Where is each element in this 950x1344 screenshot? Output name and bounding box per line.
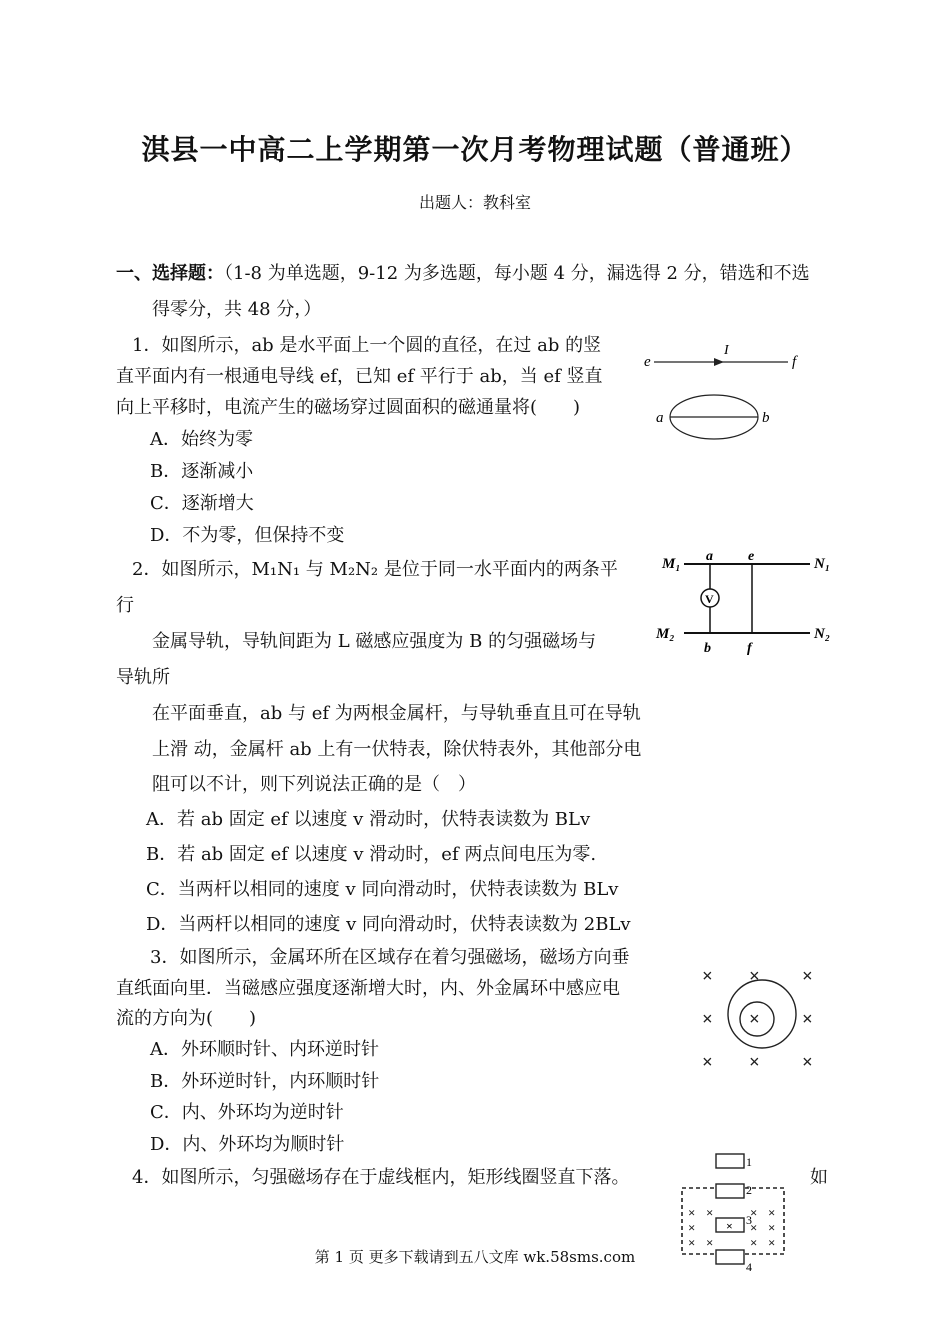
section-note-2: 得零分，共 48 分，） (152, 299, 322, 320)
fig2-voltmeter-label: V (705, 592, 714, 606)
fig4-label-1: 1 (746, 1155, 752, 1169)
q2-stem-line-2: 行 (116, 595, 134, 616)
q2-stem-line-3: 金属导轨，导轨间距为 L 磁感应强度为 B 的匀强磁场与 (152, 631, 597, 652)
q4-trailing-text: 如 (810, 1167, 828, 1188)
fig4-cross: × (726, 1219, 733, 1233)
fig4-cross: × (706, 1235, 714, 1250)
q2-stem-line-1: 2．如图所示，M₁N₁ 与 M₂N₂ 是位于同一水平面内的两条平 (132, 559, 618, 580)
q2-option-d: D．当两杆以相同的速度 v 同向滑动时，伏特表读数为 2BLv (146, 914, 631, 935)
q1-option-b: B．逐渐减小 (150, 461, 254, 482)
fig3-cross: × (802, 1009, 813, 1030)
fig2-label-b: b (704, 641, 711, 656)
figure-1-wire-circle (638, 340, 808, 450)
fig3-cross: × (749, 1052, 760, 1070)
q1-number: 1． (132, 335, 162, 356)
author-line: 出题人：教科室 (418, 193, 531, 212)
fig3-cross: × (702, 1009, 713, 1030)
q2-option-a: A．若 ab 固定 ef 以速度 v 滑动时，伏特表读数为 BLv (146, 809, 591, 830)
fig2-label-N1: N₁ (814, 556, 831, 572)
q4-stem-line-1: 4．如图所示，匀强磁场存在于虚线框内，矩形线圈竖直下落。 (132, 1167, 630, 1188)
q2-stem-line-6: 上滑 动，金属杆 ab 上有一伏特表，除伏特表外，其他部分电 (152, 739, 642, 760)
fig1-label-b: b (762, 410, 770, 426)
q2-number: 2． (132, 559, 162, 580)
fig3-cross: × (749, 1009, 760, 1030)
fig4-coil-position-1 (716, 1154, 744, 1168)
fig4-cross: × (706, 1205, 714, 1220)
q1-option-c: C．逐渐增大 (150, 493, 254, 514)
q1-stem-line-2: 直平面内有一根通电导线 ef，已知 ef 平行于 ab，当 ef 竖直 (116, 366, 603, 387)
fig2-label-a: a (706, 549, 713, 564)
fig1-label-I: I (724, 343, 729, 358)
fig3-cross: × (702, 1052, 713, 1070)
fig3-cross: × (749, 966, 760, 987)
fig2-label-N2: N₂ (814, 626, 831, 642)
fig4-cross: × (688, 1220, 696, 1235)
section-heading: 一、选择题： (116, 263, 224, 284)
q1-option-d: D．不为零，但保持不变 (150, 525, 345, 546)
q2-stem-line-7: 阻可以不计，则下列说法正确的是（ ） (152, 774, 476, 795)
fig4-cross: × (688, 1205, 696, 1220)
fig1-label-f: f (792, 354, 797, 370)
fig4-label-2: 2 (746, 1183, 752, 1197)
fig3-outer-ring (728, 980, 796, 1048)
q3-option-a: A．外环顺时针、内环逆时针 (150, 1039, 379, 1060)
fig3-cross: × (802, 1052, 813, 1070)
fig4-label-4: 4 (746, 1260, 752, 1274)
fig3-cross: × (702, 966, 713, 987)
fig4-label-3: 3 (746, 1213, 752, 1227)
section-heading-line (116, 262, 810, 286)
fig2-label-M2: M₂ (656, 626, 675, 642)
fig1-current-arrow (714, 358, 724, 366)
fig4-cross: × (768, 1205, 776, 1220)
q3-option-c: C．内、外环均为逆时针 (150, 1102, 344, 1123)
q2-option-c: C．当两杆以相同的速度 v 同向滑动时，伏特表读数为 BLv (146, 879, 619, 900)
fig4-coil-position-2 (716, 1184, 744, 1198)
q4-number: 4． (132, 1167, 162, 1188)
q3-option-d: D．内、外环均为顺时针 (150, 1134, 345, 1155)
q3-option-b: B．外环逆时针，内环顺时针 (150, 1071, 380, 1092)
fig4-cross: × (688, 1235, 696, 1250)
fig4-cross: × (768, 1235, 776, 1250)
q3-number: 3． (150, 947, 180, 968)
fig3-cross: × (802, 966, 813, 987)
q2-option-b: B．若 ab 固定 ef 以速度 v 滑动时，ef 两点间电压为零. (146, 844, 597, 865)
q1-stem-line-1: 1．如图所示，ab 是水平面上一个圆的直径，在过 ab 的竖 (132, 335, 602, 356)
q2-stem-line-4: 导轨所 (116, 667, 170, 688)
page-title: 淇县一中高二上学期第一次月考物理试题（普通班） (141, 133, 809, 166)
q2-stem-line-5: 在平面垂直，ab 与 ef 为两根金属杆，与导轨垂直且可在导轨 (152, 703, 641, 724)
q3-stem-line-3: 流的方向为( ) (116, 1008, 257, 1029)
fig4-cross: × (750, 1205, 758, 1220)
fig2-label-f: f (747, 641, 752, 656)
fig4-cross: × (768, 1220, 776, 1235)
q1-stem-line-3: 向上平移时，电流产生的磁场穿过圆面积的磁通量将( ) (116, 397, 581, 418)
fig1-label-a: a (656, 410, 664, 426)
fig2-label-e: e (748, 549, 755, 564)
q1-option-a: A．始终为零 (150, 429, 253, 450)
fig4-cross: × (750, 1235, 758, 1250)
fig1-label-e: e (644, 354, 651, 370)
figure-2-rails (652, 546, 842, 658)
q3-stem-line-1: 3．如图所示，金属环所在区域存在着匀强磁场，磁场方向垂 (150, 947, 630, 968)
q3-stem-line-2: 直纸面向里．当磁感应强度逐渐增大时，内、外金属环中感应电 (116, 978, 620, 999)
section-note-1: （1-8 为单选题，9-12 为多选题，每小题 4 分，漏选得 2 分，错选和不选 (224, 263, 810, 284)
fig2-label-M1: M₁ (662, 556, 681, 572)
figure-3-rings-field (690, 958, 830, 1070)
fig4-cross: × (750, 1220, 758, 1235)
page-footer: 第 1 页 更多下载请到五八文库 wk.58sms.com (314, 1248, 636, 1266)
